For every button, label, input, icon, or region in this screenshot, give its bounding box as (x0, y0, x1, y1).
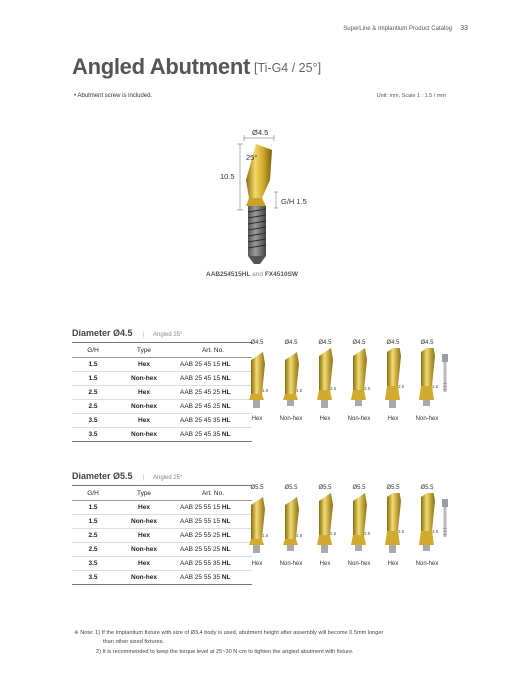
section-subtitle: Angled 25° (153, 332, 183, 338)
dim-diameter: Ø4.5 (252, 128, 269, 137)
cell-art: AAB 25 45 35 HL (174, 414, 252, 428)
variant-type: Hex (387, 561, 399, 567)
product-code-abutment: AAB254515HL (206, 271, 251, 278)
cell-type: Hex (114, 557, 174, 571)
variant-diameter: Ø4.5 (352, 340, 366, 346)
variant-diameter: Ø4.5 (250, 340, 264, 346)
variant-diameter: Ø4.5 (386, 340, 400, 346)
variant-diameter: Ø5.5 (386, 485, 400, 491)
variant-image (310, 493, 340, 560)
table-row (72, 557, 252, 571)
cell-art: AAB 25 45 25 NL (174, 400, 252, 414)
unit-note: Unit: mm, Scale 1 : 1.5 / mm (376, 93, 446, 99)
cell-type: Hex (114, 501, 174, 515)
cell-art: AAB 25 55 15 NL (174, 515, 252, 529)
variant-type: Hex (387, 416, 399, 422)
table-row (72, 501, 252, 515)
title-spec: [Ti-G4 / 25°] (254, 61, 322, 75)
catalog-header: SuperLine & Implantium Product Catalog (343, 26, 452, 32)
cell-art: AAB 25 45 15 NL (174, 372, 252, 386)
cell-type: Hex (114, 529, 174, 543)
product-codes (206, 271, 298, 278)
variant-image (378, 493, 408, 560)
abutment-icon (276, 493, 306, 555)
variant-diameter: Ø5.5 (284, 485, 298, 491)
variant-gh: 2.5 (330, 531, 337, 536)
table-row (72, 515, 252, 529)
cell-art: AAB 25 55 35 HL (174, 557, 252, 571)
abutment-icon (378, 348, 408, 410)
variant-image (412, 348, 442, 415)
cell-type: Non-hex (114, 543, 174, 557)
variant-gh: 3.5 (432, 384, 439, 389)
table-row (72, 543, 252, 557)
cell-type: Hex (114, 414, 174, 428)
col-type: Type (114, 486, 174, 501)
abutment-icon (242, 348, 272, 410)
variant-type: Non-hex (279, 561, 303, 567)
cell-gh: 3.5 (72, 571, 114, 585)
cell-type: Non-hex (114, 428, 174, 442)
variant-gh: 2.5 (364, 386, 371, 391)
variant-gh: 2.5 (330, 386, 337, 391)
cell-gh: 1.5 (72, 372, 114, 386)
cell-gh: 2.5 (72, 529, 114, 543)
variant-gh: 3.5 (432, 529, 439, 534)
cell-gh: 1.5 (72, 501, 114, 515)
cell-gh: 2.5 (72, 400, 114, 414)
cell-art: AAB 25 55 15 HL (174, 501, 252, 515)
cell-type: Non-hex (114, 571, 174, 585)
cell-type: Hex (114, 358, 174, 372)
screw-icon (440, 354, 450, 404)
variant-image (412, 493, 442, 560)
cell-gh: 1.5 (72, 358, 114, 372)
footnote-2: 2) It is recommended to keep the torque level at 25~30 N·cm to tighten the angled abutment with fixture. (96, 649, 354, 655)
table-row (72, 358, 252, 372)
variant-type: Hex (251, 561, 263, 567)
variant-image (276, 493, 306, 560)
table-row (72, 571, 252, 585)
variant-image (344, 493, 374, 560)
cell-gh: 3.5 (72, 428, 114, 442)
variant-image (378, 348, 408, 415)
variant-diameter: Ø4.5 (318, 340, 332, 346)
section-subtitle: Angled 25° (153, 475, 183, 481)
col-gh: G/H (72, 486, 114, 501)
section-separator: | (142, 332, 145, 338)
cell-art: AAB 25 45 35 NL (174, 428, 252, 442)
section-heading: Diameter Ø4.5 (72, 328, 133, 338)
product-code-fixture: FX4510SW (264, 271, 299, 278)
variant-image (310, 348, 340, 415)
variant-gh: 3.5 (398, 384, 405, 389)
variant-type: Non-hex (347, 561, 371, 567)
variant-diameter: Ø5.5 (352, 485, 366, 491)
variant-diameter: Ø5.5 (250, 485, 264, 491)
variant-type: Non-hex (415, 416, 439, 422)
cell-type: Non-hex (114, 372, 174, 386)
variant-image (344, 348, 374, 415)
page-title: Angled Abutment (72, 54, 250, 79)
abutment-icon (378, 493, 408, 555)
variant-gh: 1.5 (296, 533, 303, 538)
variant-type: Hex (251, 416, 263, 422)
variant-diameter: Ø5.5 (420, 485, 434, 491)
abutment-icon (344, 493, 374, 555)
abutment-variants-55 (240, 485, 440, 575)
dim-height: 10.5 (220, 172, 235, 181)
table-row (72, 414, 252, 428)
page-number: 33 (460, 25, 468, 32)
cell-art: AAB 25 55 35 NL (174, 571, 252, 585)
variant-type: Non-hex (279, 416, 303, 422)
table-row (72, 428, 252, 442)
product-code-and: and (252, 271, 263, 278)
cell-gh: 3.5 (72, 557, 114, 571)
col-type: Type (114, 343, 174, 358)
footnote-1-cont: than other sized fixtures. (103, 639, 164, 645)
abutment-icon (310, 493, 340, 555)
cell-art: AAB 25 45 15 HL (174, 358, 252, 372)
dim-angle: 25° (246, 153, 258, 162)
col-art: Art. No. (174, 486, 252, 501)
variant-type: Hex (319, 561, 331, 567)
section-title-55 (72, 466, 182, 484)
screw-note-text: Abutment screw is included. (77, 93, 153, 99)
abutment-variants-45 (240, 340, 440, 430)
cell-art: AAB 25 55 25 HL (174, 529, 252, 543)
variant-gh: 3.5 (398, 529, 405, 534)
col-art: Art. No. (174, 343, 252, 358)
table-row (72, 400, 252, 414)
variant-gh: 1.5 (262, 533, 269, 538)
cell-gh: 2.5 (72, 543, 114, 557)
cell-type: Hex (114, 386, 174, 400)
table-header-row (72, 343, 252, 358)
variant-gh: 1.5 (296, 388, 303, 393)
variant-image (242, 493, 272, 560)
abutment-icon (276, 348, 306, 410)
screw-icon (440, 499, 450, 549)
abutment-icon (310, 348, 340, 410)
abutment-icon (242, 493, 272, 555)
spec-table-45 (72, 342, 252, 442)
variant-diameter: Ø5.5 (318, 485, 332, 491)
cell-type: Non-hex (114, 515, 174, 529)
col-gh: G/H (72, 343, 114, 358)
table-header-row (72, 486, 252, 501)
footnote-1: ※ Note: 1) If the Implantium fixture with size of Ø3.4 body is used, abutment height after assembly will become 0.5mm longer (74, 630, 384, 636)
variant-type: Hex (319, 416, 331, 422)
table-row (72, 372, 252, 386)
abutment-icon (344, 348, 374, 410)
variant-image (242, 348, 272, 415)
spec-table-55 (72, 485, 252, 585)
variant-image (276, 348, 306, 415)
variant-type: Non-hex (347, 416, 371, 422)
cell-art: AAB 25 45 25 HL (174, 386, 252, 400)
cell-type: Non-hex (114, 400, 174, 414)
abutment-icon (412, 348, 442, 410)
section-title-45 (72, 323, 182, 341)
abutment-icon (412, 493, 442, 555)
variant-gh: 1.5 (262, 388, 269, 393)
dim-gh: G/H 1.5 (281, 197, 307, 206)
table-row (72, 386, 252, 400)
variant-type: Non-hex (415, 561, 439, 567)
table-row (72, 529, 252, 543)
screw-note: • Abutment screw is included. (74, 93, 153, 99)
section-separator: | (142, 475, 145, 481)
variant-diameter: Ø4.5 (284, 340, 298, 346)
variant-gh: 2.5 (364, 531, 371, 536)
cell-art: AAB 25 55 25 NL (174, 543, 252, 557)
cell-gh: 3.5 (72, 414, 114, 428)
variant-diameter: Ø4.5 (420, 340, 434, 346)
cell-gh: 2.5 (72, 386, 114, 400)
section-heading: Diameter Ø5.5 (72, 471, 133, 481)
cell-gh: 1.5 (72, 515, 114, 529)
